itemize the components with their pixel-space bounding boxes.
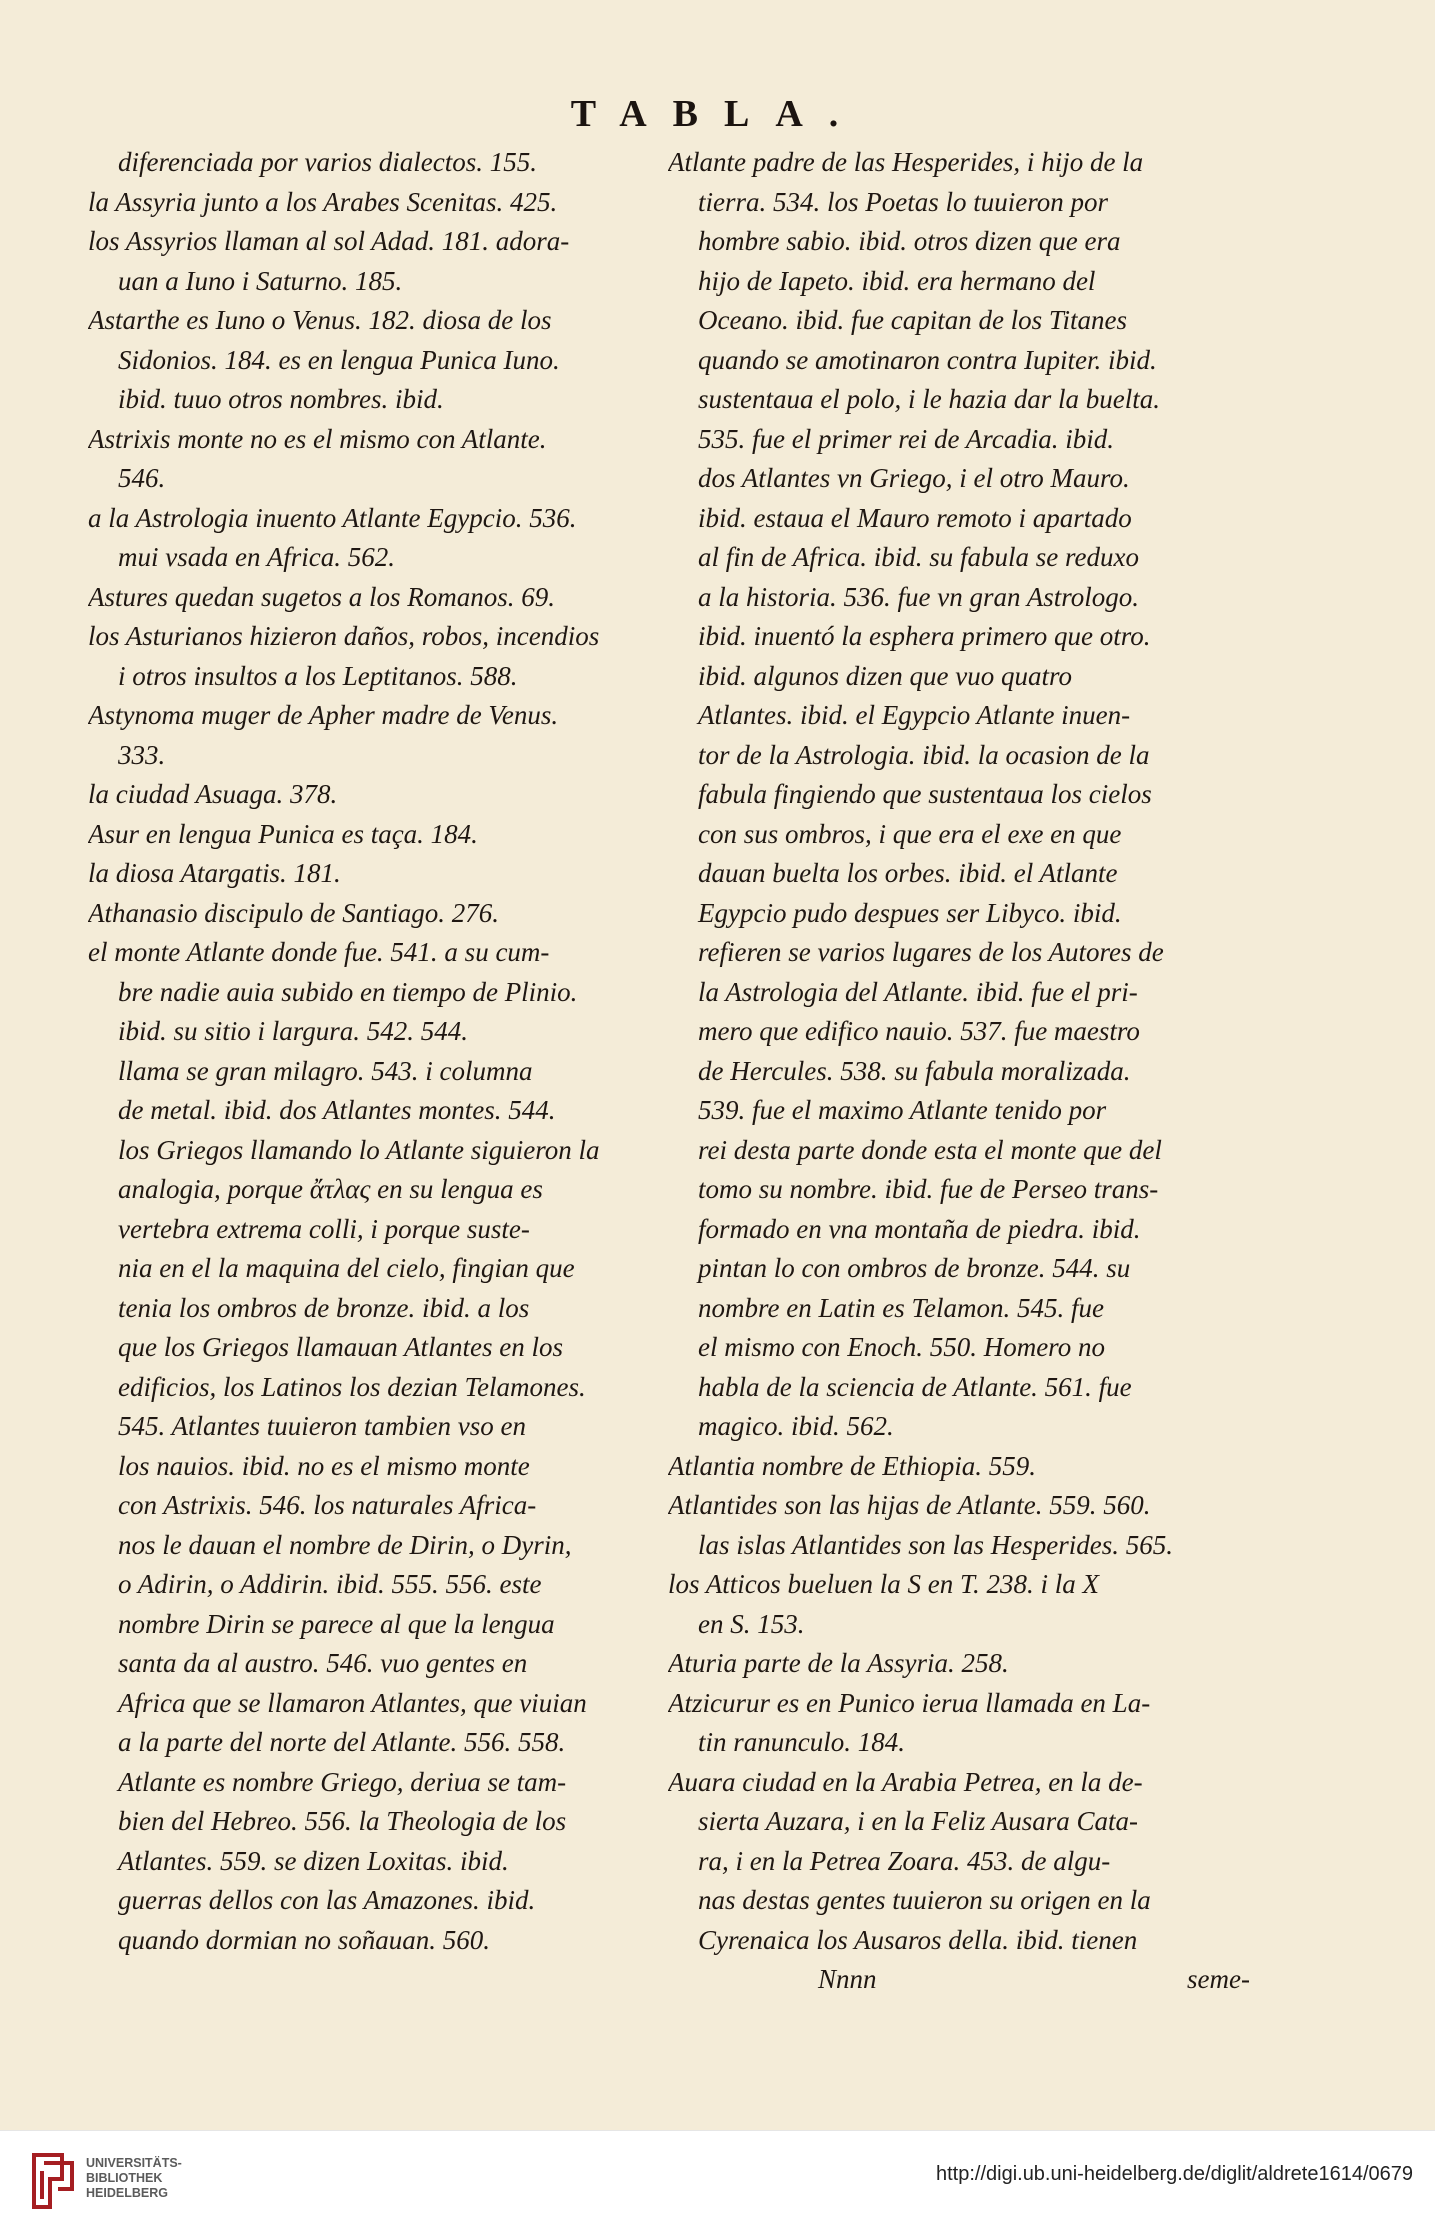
index-line: bre nadie auia subido en tiempo de Plinio.	[118, 976, 578, 1007]
index-line: formado en vna montaña de piedra. ibid.	[698, 1213, 1141, 1244]
index-line: diferenciada por varios dialectos. 155.	[118, 147, 537, 177]
index-line: la Astrologia del Atlante. ibid. fue el pri-	[698, 976, 1138, 1007]
index-line: nas destas gentes tuuieron su origen en la	[698, 1885, 1151, 1915]
index-line: 333.	[118, 739, 166, 770]
catchword: seme-	[1187, 1964, 1250, 1994]
library-name-line: HEIDELBERG	[86, 2186, 168, 2200]
index-line: la ciudad Asuaga. 378.	[88, 779, 338, 809]
index-line: nombre en Latin es Telamon. 545. fue	[698, 1292, 1104, 1323]
index-line: los Assyrios llaman al sol Adad. 181. adora-	[88, 226, 570, 256]
index-line: rei desta parte donde esta el monte que del	[698, 1134, 1162, 1165]
index-column-right-lines	[668, 143, 1250, 1960]
index-line: el monte Atlante donde fue. 541. a su cum-	[88, 937, 550, 967]
index-line: mero que edifico nauio. 537. fue maestro	[698, 1016, 1140, 1046]
index-line: guerras dellos con las Amazones. ibid.	[118, 1885, 536, 1915]
index-line: Astures quedan sugetos a los Romanos. 69.	[88, 581, 555, 612]
index-line: hijo de Iapeto. ibid. era hermano del	[698, 265, 1096, 296]
index-line: Atlante es nombre Griego, deriua se tam-	[118, 1766, 567, 1797]
index-line: Astynoma muger de Apher madre de Venus.	[88, 700, 559, 730]
library-name-line: BIBLIOTHEK	[86, 2171, 163, 2185]
index-line: Asur en lengua Punica es taça. 184.	[88, 818, 478, 849]
index-line: ibid. tuuo otros nombres. ibid.	[118, 384, 444, 414]
index-line: i otros insultos a los Leptitanos. 588.	[118, 660, 518, 691]
index-line: con sus ombros, i que era el exe en que	[698, 818, 1122, 849]
index-line: en S. 153.	[698, 1608, 805, 1639]
index-line: con Astrixis. 546. los naturales Africa-	[118, 1490, 537, 1520]
index-line: a la Astrologia inuento Atlante Egypcio. 536.	[88, 502, 577, 533]
index-line: tierra. 534. los Poetas lo tuuieron por	[698, 186, 1108, 217]
index-line: 545. Atlantes tuuieron tambien vso en	[118, 1411, 526, 1441]
index-line: vertebra extrema colli, i porque suste-	[118, 1213, 530, 1244]
library-name	[86, 2156, 182, 2201]
index-line: o Adirin, o Addirin. ibid. 555. 556. este	[118, 1569, 542, 1599]
index-line: pintan lo con ombros de bronze. 544. su	[698, 1253, 1131, 1283]
index-column-right	[668, 143, 1250, 2000]
index-line: llama se gran milagro. 543. i columna	[118, 1055, 533, 1086]
index-line: los Atticos bueluen la S en T. 238. i la X	[668, 1569, 1099, 1599]
index-line: los nauios. ibid. no es el mismo monte	[118, 1450, 530, 1481]
index-line: Oceano. ibid. fue capitan de los Titanes	[698, 305, 1127, 335]
library-footer	[0, 2130, 1435, 2236]
index-line: uan a Iuno i Saturno. 185.	[118, 265, 403, 296]
index-line: tenia los ombros de bronze. ibid. a los	[118, 1292, 530, 1323]
page-title: TABLA.	[570, 93, 865, 135]
index-line: analogia, porque ἄτλας en su lengua es	[118, 1174, 543, 1204]
index-line: tin ranunculo. 184.	[698, 1727, 905, 1757]
index-line: bien del Hebreo. 556. la Theologia de los	[118, 1806, 567, 1836]
index-line: refieren se varios lugares de los Autores de	[698, 937, 1164, 967]
index-line: Auara ciudad en la Arabia Petrea, en la de-	[668, 1766, 1143, 1797]
index-line: la Assyria junto a los Arabes Scenitas. 425.	[88, 186, 558, 217]
index-line: Egypcio pudo despues ser Libyco. ibid.	[698, 897, 1122, 928]
index-line: fabula fingiendo que sustentaua los cielos	[698, 779, 1152, 809]
index-line: hombre sabio. ibid. otros dizen que era	[698, 226, 1121, 256]
index-line: Atlantia nombre de Ethiopia. 559.	[668, 1450, 1036, 1481]
index-line: de Hercules. 538. su fabula moralizada.	[698, 1055, 1131, 1086]
index-line: habla de la sciencia de Atlante. 561. fue	[698, 1371, 1132, 1402]
index-line: Africa que se llamaron Atlantes, que viuian	[118, 1687, 587, 1718]
index-line: ibid. su sitio i largura. 542. 544.	[118, 1016, 469, 1046]
index-line: Athanasio discipulo de Santiago. 276.	[88, 897, 499, 928]
index-line: nia en el la maquina del cielo, fingian que	[118, 1253, 575, 1283]
library-logo-icon	[20, 2149, 80, 2213]
index-line: santa da al austro. 546. vuo gentes en	[118, 1648, 528, 1678]
index-line: de metal. ibid. dos Atlantes montes. 544.	[118, 1095, 556, 1125]
index-line: los Asturianos hizieron daños, robos, incendios	[88, 621, 600, 651]
index-line: sierta Auzara, i en la Feliz Ausara Cata-	[698, 1806, 1139, 1836]
index-line: ibid. inuentó la esphera primero que otro.	[698, 621, 1151, 651]
index-line: Atlantes. 559. se dizen Loxitas. ibid.	[118, 1845, 509, 1876]
index-line: las islas Atlantides son las Hesperides. 565.	[698, 1529, 1174, 1560]
page-footer-line	[668, 1960, 1250, 2000]
index-line: al fin de Africa. ibid. su fabula se reduxo	[698, 542, 1139, 572]
index-line: a la historia. 536. fue vn gran Astrologo.	[698, 581, 1140, 612]
index-line: Atzicurur es en Punico ierua llamada en La-	[668, 1687, 1151, 1718]
signature-mark: Nnnn	[818, 1964, 877, 1994]
index-line: sustentaua el polo, i le hazia dar la buelta.	[698, 384, 1160, 414]
index-line: mui vsada en Africa. 562.	[118, 542, 395, 572]
index-line: Sidonios. 184. es en lengua Punica Iuno.	[118, 344, 560, 375]
index-line: los Griegos llamando lo Atlante siguieron la	[118, 1134, 600, 1165]
index-line: quando dormian no soñauan. 560.	[118, 1924, 491, 1955]
index-line: Atlantes. ibid. el Egypcio Atlante inuen-	[698, 700, 1131, 730]
index-line: a la parte del norte del Atlante. 556. 558.	[118, 1727, 566, 1757]
library-name-line: UNIVERSITÄTS-	[86, 2156, 182, 2170]
index-line: la diosa Atargatis. 181.	[88, 858, 341, 888]
index-line: el mismo con Enoch. 550. Homero no	[698, 1332, 1105, 1362]
source-url-link[interactable]: http://digi.ub.uni-heidelberg.de/diglit/aldrete1614/0679	[935, 2163, 1413, 2185]
index-line: Atlante padre de las Hesperides, i hijo de la	[668, 147, 1144, 177]
index-line: Atlantides son las hijas de Atlante. 559. 560.	[668, 1490, 1151, 1520]
index-line: magico. ibid. 562.	[698, 1411, 894, 1441]
index-line: Astarthe es Iuno o Venus. 182. diosa de los	[88, 305, 552, 335]
index-line: Astrixis monte no es el mismo con Atlante.	[88, 423, 547, 454]
index-line: 546.	[118, 463, 166, 493]
index-column-left	[88, 143, 640, 1960]
index-line: 535. fue el primer rei de Arcadia. ibid.	[698, 423, 1114, 454]
index-line: Aturia parte de la Assyria. 258.	[668, 1648, 1009, 1678]
index-line: dauan buelta los orbes. ibid. el Atlante	[698, 858, 1118, 888]
index-line: nombre Dirin se parece al que la lengua	[118, 1608, 555, 1639]
index-line: tor de la Astrologia. ibid. la ocasion de la	[698, 739, 1150, 770]
index-line: tomo su nombre. ibid. fue de Perseo trans-	[698, 1174, 1159, 1204]
index-line: ibid. algunos dizen que vuo quatro	[698, 660, 1072, 691]
index-line: ra, i en la Petrea Zoara. 453. de algu-	[698, 1845, 1111, 1876]
index-line: que los Griegos llamauan Atlantes en los	[118, 1332, 563, 1362]
index-line: quando se amotinaron contra Iupiter. ibid.	[698, 344, 1157, 375]
index-line: edificios, los Latinos los dezian Telamones.	[118, 1371, 586, 1402]
index-line: nos le dauan el nombre de Dirin, o Dyrin,	[118, 1529, 572, 1560]
index-line: dos Atlantes vn Griego, i el otro Mauro.	[698, 463, 1130, 493]
index-line: 539. fue el maximo Atlante tenido por	[698, 1095, 1107, 1125]
index-line: Cyrenaica los Ausaros della. ibid. tienen	[698, 1924, 1138, 1955]
index-line: ibid. estaua el Mauro remoto i apartado	[698, 502, 1132, 533]
